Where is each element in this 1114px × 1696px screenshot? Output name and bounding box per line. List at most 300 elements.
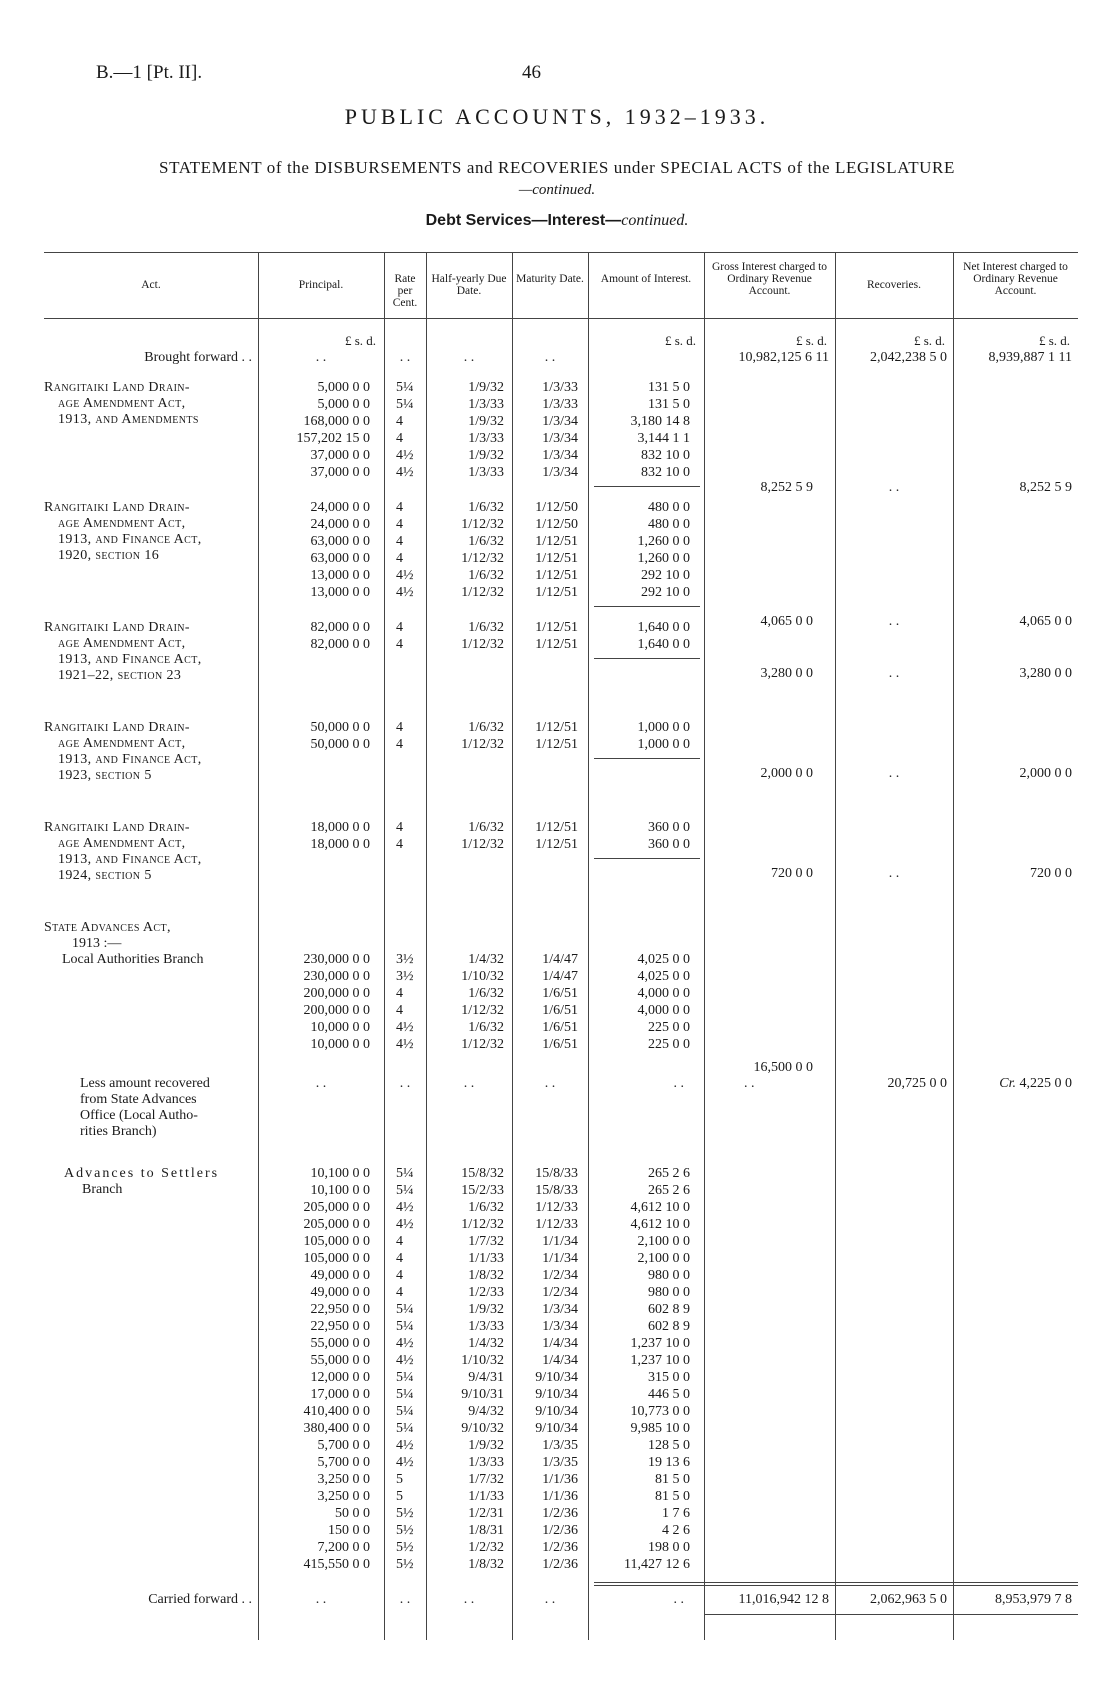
rate-cell: 4 — [396, 637, 403, 652]
rate-cell: 5½ — [396, 1506, 414, 1521]
rate-cell: 5¼ — [396, 1302, 414, 1317]
principal-cell: 230,000 0 0 — [303, 952, 370, 967]
rate-cell: 4½ — [396, 568, 414, 583]
group-net-total: 3,280 0 0 — [1019, 666, 1072, 681]
maturity-date-cell: 1/12/50 — [535, 500, 578, 515]
due-date-cell: 1/2/32 — [468, 1540, 504, 1555]
carried-forward-top-rule-double — [594, 1585, 1078, 1586]
due-date-cell: 1/1/33 — [468, 1489, 504, 1504]
principal-cell: 37,000 0 0 — [310, 465, 370, 480]
maturity-date-cell: 1/12/51 — [535, 534, 578, 549]
principal-cell: 10,000 0 0 — [310, 1020, 370, 1035]
carried-forward-label: Carried forward . . — [148, 1592, 252, 1607]
due-date-cell: 1/6/32 — [468, 568, 504, 583]
interest-cell: 128 5 0 — [648, 1438, 690, 1453]
interest-cell: 81 5 0 — [655, 1489, 690, 1504]
rate-cell: 4 — [396, 820, 403, 835]
rate-cell: 4½ — [396, 448, 414, 463]
due-date-cell: 1/3/33 — [468, 465, 504, 480]
due-date-cell: 1/6/32 — [468, 820, 504, 835]
column-divider — [835, 252, 836, 1640]
maturity-date-cell: 9/10/34 — [535, 1404, 578, 1419]
rate-cell: 4 — [396, 737, 403, 752]
due-date-cell: 1/12/32 — [461, 737, 504, 752]
interest-cell: 11,427 12 6 — [624, 1557, 690, 1572]
interest-cell: 1,000 0 0 — [637, 737, 690, 752]
principal-cell: 415,550 0 0 — [303, 1557, 370, 1572]
principal-cell: 50 0 0 — [335, 1506, 370, 1521]
maturity-date-cell: 1/12/51 — [535, 837, 578, 852]
interest-cell: 4,025 0 0 — [637, 952, 690, 967]
interest-cell: 225 0 0 — [648, 1020, 690, 1035]
maturity-date-cell: 1/12/51 — [535, 820, 578, 835]
principal-cell: 49,000 0 0 — [310, 1285, 370, 1300]
less-recoveries: 20,725 0 0 — [887, 1076, 947, 1091]
maturity-date-cell: 1/2/34 — [542, 1268, 578, 1283]
carried-forward-rate: . . — [399, 1592, 411, 1607]
maturity-date-cell: 1/12/51 — [535, 720, 578, 735]
interest-cell: 832 10 0 — [641, 465, 690, 480]
group-recoveries: . . — [888, 866, 900, 881]
brought-forward-recoveries: 2,042,238 5 0 — [870, 350, 947, 365]
carried-forward-interest: . . — [673, 1592, 684, 1607]
act-name-line: State Advances Act, — [44, 920, 171, 935]
rate-cell: 4½ — [396, 1200, 414, 1215]
brought-forward-principal: . . — [315, 350, 327, 365]
carried-forward-bottom-rule — [704, 1614, 1078, 1615]
act-name-line: 1913, and Amendments — [58, 412, 199, 427]
principal-cell: 22,950 0 0 — [310, 1302, 370, 1317]
maturity-date-cell: 1/3/34 — [542, 465, 578, 480]
due-date-cell: 1/6/32 — [468, 1020, 504, 1035]
column-divider — [953, 252, 954, 1640]
rate-cell: 5¼ — [396, 1370, 414, 1385]
due-date-cell: 1/8/32 — [468, 1557, 504, 1572]
column-header-gross-interest: Gross Interest charged to Ordinary Revenue Account. — [711, 261, 828, 297]
subtotal-rule — [594, 758, 700, 759]
act-name-line: age Amendment Act, — [58, 396, 186, 411]
due-date-cell: 1/3/33 — [468, 1455, 504, 1470]
interest-cell: 2,100 0 0 — [637, 1251, 690, 1266]
rate-cell: 4 — [396, 517, 403, 532]
due-date-cell: 1/6/32 — [468, 986, 504, 1001]
maturity-date-cell: 1/4/47 — [542, 969, 578, 984]
principal-cell: 380,400 0 0 — [303, 1421, 370, 1436]
credit-amount: 4,225 0 0 — [1019, 1076, 1072, 1091]
interest-cell: 81 5 0 — [655, 1472, 690, 1487]
act-name-line: Branch — [82, 1182, 123, 1197]
due-date-cell: 1/12/32 — [461, 837, 504, 852]
credit-prefix: Cr. — [999, 1076, 1020, 1091]
subtotal-rule — [594, 606, 700, 607]
principal-cell: 10,100 0 0 — [310, 1166, 370, 1181]
less-interest-dots: . . — [673, 1076, 684, 1091]
rate-cell: 4 — [396, 414, 403, 429]
page-number: 46 — [522, 62, 541, 83]
units-gross: £ s. d. — [795, 333, 827, 348]
rate-cell: 4 — [396, 500, 403, 515]
maturity-date-cell: 1/1/36 — [542, 1472, 578, 1487]
rate-cell: 5¼ — [396, 1421, 414, 1436]
interest-cell: 4 2 6 — [662, 1523, 690, 1538]
principal-cell: 24,000 0 0 — [310, 517, 370, 532]
due-date-cell: 1/3/33 — [468, 1319, 504, 1334]
principal-cell: 24,000 0 0 — [310, 500, 370, 515]
due-date-cell: 1/6/32 — [468, 1200, 504, 1215]
rate-cell: 5½ — [396, 1557, 414, 1572]
due-date-cell: 1/9/32 — [468, 380, 504, 395]
due-date-cell: 1/12/32 — [461, 637, 504, 652]
page-reference: B.—1 [Pt. II]. — [96, 62, 203, 83]
rate-cell: 5¼ — [396, 1387, 414, 1402]
due-date-cell: 1/8/31 — [468, 1523, 504, 1538]
table-top-rule — [44, 252, 1078, 253]
act-name-line: age Amendment Act, — [58, 736, 186, 751]
less-recovered-line: from State Advances — [80, 1092, 197, 1107]
act-name-line: 1913, and Finance Act, — [58, 532, 202, 547]
section-title — [0, 212, 1114, 230]
principal-cell: 49,000 0 0 — [310, 1268, 370, 1283]
less-net-credit — [953, 1076, 1072, 1092]
page-title: PUBLIC ACCOUNTS, 1932–1933. — [344, 104, 770, 129]
rate-cell: 4 — [396, 986, 403, 1001]
subtitle-continued: —continued. — [518, 182, 596, 198]
principal-cell: 82,000 0 0 — [310, 620, 370, 635]
act-name-line: 1913, and Finance Act, — [58, 652, 202, 667]
due-date-cell: 1/9/32 — [468, 448, 504, 463]
interest-cell: 1,237 10 0 — [630, 1336, 690, 1351]
maturity-date-cell: 1/3/34 — [542, 431, 578, 446]
due-date-cell: 1/12/32 — [461, 585, 504, 600]
act-name-line: Local Authorities Branch — [62, 952, 204, 967]
due-date-cell: 15/2/33 — [461, 1183, 504, 1198]
rate-cell: 5½ — [396, 1523, 414, 1538]
principal-cell: 5,000 0 0 — [317, 380, 370, 395]
due-date-cell: 1/6/32 — [468, 534, 504, 549]
units-interest: £ s. d. — [664, 333, 696, 348]
less-recovered-line: rities Branch) — [80, 1124, 157, 1139]
column-divider — [384, 252, 385, 1640]
act-name-line: age Amendment Act, — [58, 516, 186, 531]
section-continued: continued. — [621, 212, 689, 229]
maturity-date-cell: 1/12/50 — [535, 517, 578, 532]
interest-cell: 9,985 10 0 — [630, 1421, 690, 1436]
maturity-date-cell: 1/3/34 — [542, 414, 578, 429]
rate-cell: 4½ — [396, 1353, 414, 1368]
act-name-line: Rangitaiki Land Drain- — [44, 820, 190, 835]
rate-cell: 4½ — [396, 585, 414, 600]
interest-cell: 1,640 0 0 — [637, 637, 690, 652]
maturity-date-cell: 15/8/33 — [535, 1166, 578, 1181]
principal-cell: 82,000 0 0 — [310, 637, 370, 652]
due-date-cell: 1/2/33 — [468, 1285, 504, 1300]
principal-cell: 5,000 0 0 — [317, 397, 370, 412]
interest-cell: 265 2 6 — [648, 1166, 690, 1181]
less-rate-dots: . . — [399, 1076, 411, 1091]
interest-cell: 3,180 14 8 — [630, 414, 690, 429]
principal-cell: 205,000 0 0 — [303, 1200, 370, 1215]
principal-cell: 55,000 0 0 — [310, 1336, 370, 1351]
interest-cell: 480 0 0 — [648, 517, 690, 532]
principal-cell: 105,000 0 0 — [303, 1234, 370, 1249]
rate-cell: 4½ — [396, 1020, 414, 1035]
maturity-date-cell: 1/3/35 — [542, 1455, 578, 1470]
brought-forward-gross: 10,982,125 6 11 — [738, 350, 829, 365]
subtotal-rule — [594, 658, 700, 659]
due-date-cell: 9/10/32 — [461, 1421, 504, 1436]
principal-cell: 22,950 0 0 — [310, 1319, 370, 1334]
principal-cell: 5,700 0 0 — [317, 1455, 370, 1470]
rate-cell: 4½ — [396, 1438, 414, 1453]
maturity-date-cell: 1/12/51 — [535, 620, 578, 635]
interest-cell: 4,000 0 0 — [637, 986, 690, 1001]
rate-cell: 4½ — [396, 1037, 414, 1052]
due-date-cell: 1/8/32 — [468, 1268, 504, 1283]
interest-cell: 19 13 6 — [648, 1455, 690, 1470]
interest-cell: 265 2 6 — [648, 1183, 690, 1198]
subtotal-rule — [594, 858, 700, 859]
brought-forward-label: Brought forward . . — [144, 350, 252, 365]
interest-cell: 360 0 0 — [648, 837, 690, 852]
rate-cell: 4 — [396, 534, 403, 549]
act-name-line: 1924, section 5 — [58, 868, 152, 883]
interest-cell: 1,640 0 0 — [637, 620, 690, 635]
maturity-date-cell: 1/1/34 — [542, 1234, 578, 1249]
group-gross-total: 8,252 5 9 — [760, 480, 813, 495]
rate-cell: 5¼ — [396, 1404, 414, 1419]
carried-forward-top-rule — [594, 1582, 1078, 1583]
group-net-total: 4,065 0 0 — [1019, 614, 1072, 629]
group-recoveries: . . — [888, 666, 900, 681]
principal-cell: 410,400 0 0 — [303, 1404, 370, 1419]
interest-cell: 1,260 0 0 — [637, 534, 690, 549]
act-name-line: 1921–22, section 23 — [58, 668, 182, 683]
principal-cell: 7,200 0 0 — [317, 1540, 370, 1555]
group-recoveries: . . — [888, 766, 900, 781]
maturity-date-cell: 1/3/34 — [542, 448, 578, 463]
maturity-date-cell: 1/6/51 — [542, 1037, 578, 1052]
carried-forward-gross: 11,016,942 12 8 — [738, 1592, 829, 1607]
group-gross-total: 720 0 0 — [771, 866, 813, 881]
maturity-date-cell: 15/8/33 — [535, 1183, 578, 1198]
rate-cell: 3½ — [396, 952, 414, 967]
rate-cell: 4½ — [396, 1455, 414, 1470]
principal-cell: 50,000 0 0 — [310, 737, 370, 752]
column-header-act: Act. — [141, 279, 161, 291]
due-date-cell: 1/12/32 — [461, 1037, 504, 1052]
due-date-cell: 1/9/32 — [468, 1438, 504, 1453]
maturity-date-cell: 1/2/36 — [542, 1540, 578, 1555]
due-date-cell: 9/10/31 — [461, 1387, 504, 1402]
maturity-date-cell: 1/3/33 — [542, 380, 578, 395]
interest-cell: 832 10 0 — [641, 448, 690, 463]
maturity-date-cell: 1/2/36 — [542, 1523, 578, 1538]
interest-cell: 131 5 0 — [648, 380, 690, 395]
principal-cell: 37,000 0 0 — [310, 448, 370, 463]
units-net: £ s. d. — [1038, 333, 1070, 348]
principal-cell: 17,000 0 0 — [310, 1387, 370, 1402]
carried-forward-due: . . — [463, 1592, 475, 1607]
maturity-date-cell: 1/2/36 — [542, 1506, 578, 1521]
maturity-date-cell: 9/10/34 — [535, 1370, 578, 1385]
rate-cell: 3½ — [396, 969, 414, 984]
column-header-rate: Rate per Cent. — [392, 273, 418, 309]
interest-cell: 360 0 0 — [648, 820, 690, 835]
interest-cell: 1,000 0 0 — [637, 720, 690, 735]
brought-forward-rate: . . — [399, 350, 411, 365]
due-date-cell: 9/4/32 — [468, 1404, 504, 1419]
interest-cell: 10,773 0 0 — [630, 1404, 690, 1419]
principal-cell: 230,000 0 0 — [303, 969, 370, 984]
due-date-cell: 1/4/32 — [468, 952, 504, 967]
maturity-date-cell: 1/4/34 — [542, 1336, 578, 1351]
rate-cell: 4 — [396, 720, 403, 735]
act-name-line: 1913, and Finance Act, — [58, 852, 202, 867]
act-name-line: 1913 :— — [72, 936, 122, 951]
rate-cell: 5½ — [396, 1540, 414, 1555]
maturity-date-cell: 1/6/51 — [542, 986, 578, 1001]
principal-cell: 157,202 15 0 — [296, 431, 370, 446]
less-principal-dots: . . — [315, 1076, 327, 1091]
due-date-cell: 1/6/32 — [468, 500, 504, 515]
due-date-cell: 1/1/33 — [468, 1251, 504, 1266]
interest-cell: 131 5 0 — [648, 397, 690, 412]
rate-cell: 4 — [396, 1234, 403, 1249]
less-gross-dots: . . — [744, 1076, 755, 1091]
maturity-date-cell: 1/12/51 — [535, 637, 578, 652]
less-recovered-line: Less amount recovered — [80, 1076, 210, 1091]
act-name-line: Rangitaiki Land Drain- — [44, 380, 190, 395]
principal-cell: 3,250 0 0 — [317, 1489, 370, 1504]
column-header-maturity-date: Maturity Date. — [516, 273, 584, 285]
interest-cell: 315 0 0 — [648, 1370, 690, 1385]
interest-cell: 225 0 0 — [648, 1037, 690, 1052]
maturity-date-cell: 1/4/47 — [542, 952, 578, 967]
due-date-cell: 1/12/32 — [461, 551, 504, 566]
rate-cell: 5 — [396, 1489, 403, 1504]
due-date-cell: 1/3/33 — [468, 431, 504, 446]
maturity-date-cell: 1/1/36 — [542, 1489, 578, 1504]
rate-cell: 4 — [396, 1285, 403, 1300]
interest-cell: 4,000 0 0 — [637, 1003, 690, 1018]
due-date-cell: 1/9/32 — [468, 414, 504, 429]
principal-cell: 18,000 0 0 — [310, 837, 370, 852]
interest-cell: 2,100 0 0 — [637, 1234, 690, 1249]
column-divider — [704, 252, 705, 1640]
maturity-date-cell: 1/6/51 — [542, 1003, 578, 1018]
principal-cell: 63,000 0 0 — [310, 534, 370, 549]
brought-forward-net: 8,939,887 1 11 — [988, 350, 1072, 365]
principal-cell: 10,000 0 0 — [310, 1037, 370, 1052]
interest-cell: 292 10 0 — [641, 585, 690, 600]
due-date-cell: 9/4/31 — [468, 1370, 504, 1385]
interest-cell: 602 8 9 — [648, 1302, 690, 1317]
due-date-cell: 1/10/32 — [461, 1353, 504, 1368]
maturity-date-cell: 1/12/51 — [535, 585, 578, 600]
interest-cell: 292 10 0 — [641, 568, 690, 583]
maturity-date-cell: 1/3/33 — [542, 397, 578, 412]
interest-cell: 4,025 0 0 — [637, 969, 690, 984]
group-recoveries: . . — [888, 614, 900, 629]
act-name-line: age Amendment Act, — [58, 636, 186, 651]
rate-cell: 4 — [396, 1268, 403, 1283]
maturity-date-cell: 1/2/36 — [542, 1557, 578, 1572]
act-name-line: Rangitaiki Land Drain- — [44, 620, 190, 635]
principal-cell: 18,000 0 0 — [310, 820, 370, 835]
carried-forward-recoveries: 2,062,963 5 0 — [870, 1592, 947, 1607]
due-date-cell: 1/6/32 — [468, 620, 504, 635]
rate-cell: 5¼ — [396, 1166, 414, 1181]
rate-cell: 4 — [396, 620, 403, 635]
maturity-date-cell: 1/12/51 — [535, 737, 578, 752]
interest-cell: 1,237 10 0 — [630, 1353, 690, 1368]
rate-cell: 4½ — [396, 465, 414, 480]
group-gross-total: 2,000 0 0 — [760, 766, 813, 781]
rate-cell: 4 — [396, 431, 403, 446]
maturity-date-cell: 1/3/34 — [542, 1302, 578, 1317]
due-date-cell: 1/12/32 — [461, 517, 504, 532]
principal-cell: 200,000 0 0 — [303, 1003, 370, 1018]
rate-cell: 5¼ — [396, 1183, 414, 1198]
principal-cell: 12,000 0 0 — [310, 1370, 370, 1385]
maturity-date-cell: 1/3/34 — [542, 1319, 578, 1334]
principal-cell: 150 0 0 — [328, 1523, 370, 1538]
statement-subtitle: STATEMENT of the DISBURSEMENTS and RECOVERIES under SPECIAL ACTS of the LEGISLATURE — [159, 158, 955, 177]
due-date-cell: 1/12/32 — [461, 1217, 504, 1232]
maturity-date-cell: 1/3/35 — [542, 1438, 578, 1453]
maturity-date-cell: 9/10/34 — [535, 1387, 578, 1402]
column-header-due-date: Half-yearly Due Date. — [431, 273, 507, 297]
section-label: Debt Services—Interest— — [425, 212, 622, 229]
act-name-line: 1913, and Finance Act, — [58, 752, 202, 767]
column-header-net-interest: Net Interest charged to Ordinary Revenue Account. — [963, 261, 1068, 297]
due-date-cell: 15/8/32 — [461, 1166, 504, 1181]
group-gross-total: 4,065 0 0 — [760, 614, 813, 629]
act-name-line: age Amendment Act, — [58, 836, 186, 851]
maturity-date-cell: 1/1/34 — [542, 1251, 578, 1266]
rate-cell: 4 — [396, 551, 403, 566]
rate-cell: 5¼ — [396, 1319, 414, 1334]
group-net-total: 8,252 5 9 — [1019, 480, 1072, 495]
interest-cell: 480 0 0 — [648, 500, 690, 515]
due-date-cell: 1/6/32 — [468, 720, 504, 735]
rate-cell: 5¼ — [396, 397, 414, 412]
header-bottom-rule — [44, 318, 1078, 319]
brought-forward-maturity: . . — [544, 350, 556, 365]
maturity-date-cell: 1/12/33 — [535, 1200, 578, 1215]
less-due-dots: . . — [463, 1076, 475, 1091]
act-name-line: Rangitaiki Land Drain- — [44, 500, 190, 515]
carried-forward-principal: . . — [315, 1592, 327, 1607]
due-date-cell: 1/7/32 — [468, 1472, 504, 1487]
maturity-date-cell: 1/2/34 — [542, 1285, 578, 1300]
principal-cell: 10,100 0 0 — [310, 1183, 370, 1198]
interest-cell: 4,612 10 0 — [630, 1200, 690, 1215]
act-name-line: 1920, section 16 — [58, 548, 160, 563]
principal-cell: 55,000 0 0 — [310, 1353, 370, 1368]
maturity-date-cell: 9/10/34 — [535, 1421, 578, 1436]
rate-cell: 4½ — [396, 1217, 414, 1232]
interest-cell: 4,612 10 0 — [630, 1217, 690, 1232]
interest-cell: 1,260 0 0 — [637, 551, 690, 566]
rate-cell: 5 — [396, 1472, 403, 1487]
interest-cell: 446 5 0 — [648, 1387, 690, 1402]
due-date-cell: 1/10/32 — [461, 969, 504, 984]
units-recoveries: £ s. d. — [913, 333, 945, 348]
rate-cell: 5¼ — [396, 380, 414, 395]
group-recoveries: . . — [888, 480, 900, 495]
principal-cell: 3,250 0 0 — [317, 1472, 370, 1487]
